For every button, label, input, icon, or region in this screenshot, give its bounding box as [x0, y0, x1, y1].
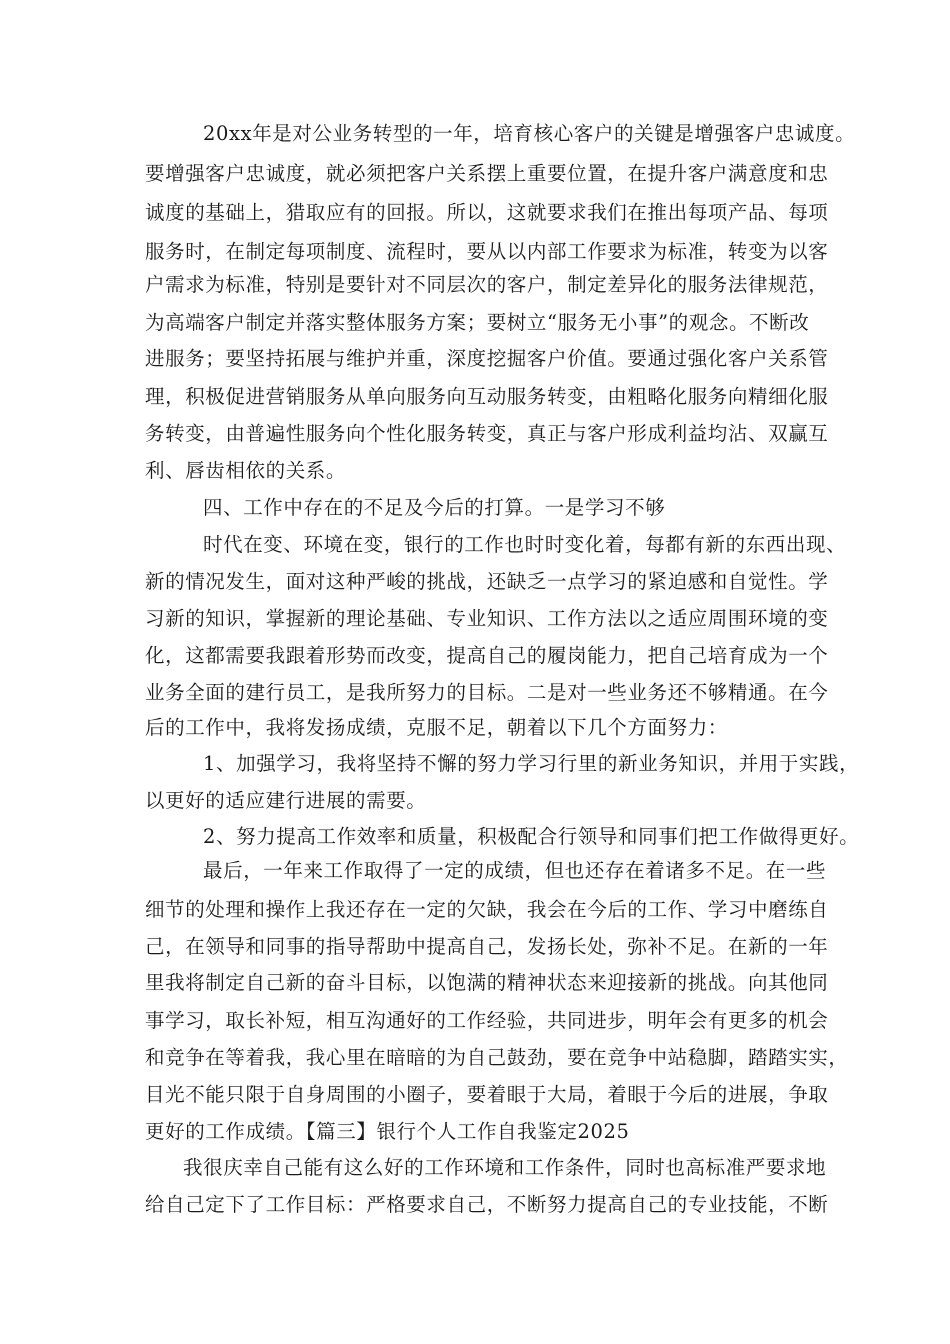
paragraph-line: 习新的知识，掌握新的理论基础、专业知识、工作方法以之适应周围环境的变 [145, 607, 829, 630]
paragraph-line: 最后，一年来工作取得了一定的成绩，但也还存在着诸多不足。在一些 [203, 859, 827, 882]
paragraph-line: 要增强客户忠诚度，就必须把客户关系摆上重要位置，在提升客户满意度和忠 [145, 162, 829, 185]
paragraph-line: 给自己定下了工作目标：严格要求自己，不断努力提高自己的专业技能，不断 [145, 1193, 829, 1216]
list-item: 2、努力提高工作效率和质量，积极配合行领导和同事们把工作做得更好。 [203, 825, 860, 848]
paragraph-line: 更好的工作成绩。【篇三】银行个人工作自我鉴定2025 [145, 1120, 630, 1143]
section-heading: 四、工作中存在的不足及今后的打算。一是学习不够 [203, 496, 666, 519]
paragraph-line: 新的情况发生，面对这种严峻的挑战，还缺乏一点学习的紧迫感和自觉性。学 [145, 570, 829, 593]
paragraph-line: 理，积极促进营销服务从单向服务向互动服务转变，由粗略化服务向精细化服 [145, 385, 829, 408]
paragraph-line: 化，这都需要我跟着形势而改变，提高自己的履岗能力，把自己培育成为一个 [145, 644, 829, 667]
paragraph-line: 和竞争在等着我，我心里在暗暗的为自己鼓劲，要在竞争中站稳脚，踏踏实实， [145, 1046, 849, 1069]
paragraph-line: 里我将制定自己新的奋斗目标，以饱满的精神状态来迎接新的挑战。向其他同 [145, 971, 829, 994]
paragraph-line: 进服务；要坚持拓展与维护并重，深度挖掘客户价值。要通过强化客户关系管 [145, 347, 829, 370]
paragraph-line: 细节的处理和操作上我还存在一定的欠缺，我会在今后的工作、学习中磨练自 [145, 898, 829, 921]
paragraph-line: 诚度的基础上，猎取应有的回报。所以，这就要求我们在推出每项产品、每项 [145, 201, 829, 224]
paragraph-line: 我很庆幸自己能有这么好的工作环境和工作条件，同时也高标准严要求地 [183, 1156, 827, 1179]
paragraph-line: 为高端客户制定并落实整体服务方案；要树立“服务无小事”的观念。不断改 [145, 311, 810, 334]
paragraph-line: 事学习，取长补短，相互沟通好的工作经验，共同进步，明年会有更多的机会 [145, 1009, 829, 1032]
paragraph-line: 业务全面的建行员工，是我所努力的目标。二是对一些业务还不够精通。在今 [145, 681, 829, 704]
paragraph-line: 后的工作中，我将发扬成绩，克服不足，朝着以下几个方面努力： [145, 716, 728, 739]
paragraph-line: 户需求为标准，特别是要针对不同层次的客户，制定差异化的服务法律规范， [145, 273, 829, 296]
paragraph-line: 利、唇齿相依的关系。 [145, 459, 347, 482]
paragraph-line: 20xx年是对公业务转型的一年，培育核心客户的关键是增强客户忠诚度。 [203, 122, 856, 145]
paragraph-line: 目光不能只限于自身周围的小圈子，要着眼于大局，着眼于今后的进展，争取 [145, 1083, 829, 1106]
list-item-continuation: 以更好的适应建行进展的需要。 [145, 789, 427, 812]
paragraph-line: 时代在变、环境在变，银行的工作也时时变化着，每都有新的东西出现、 [203, 533, 847, 556]
list-item: 1、加强学习，我将坚持不懈的努力学习行里的新业务知识，并用于实践， [203, 752, 860, 775]
paragraph-line: 务转变，由普遍性服务向个性化服务转变，真正与客户形成利益均沾、双赢互 [145, 422, 829, 445]
paragraph-line: 服务时，在制定每项制度、流程时，要从以内部工作要求为标准，转变为以客 [145, 240, 829, 263]
paragraph-line: 己，在领导和同事的指导帮助中提高自己，发扬长处，弥补不足。在新的一年 [145, 935, 829, 958]
